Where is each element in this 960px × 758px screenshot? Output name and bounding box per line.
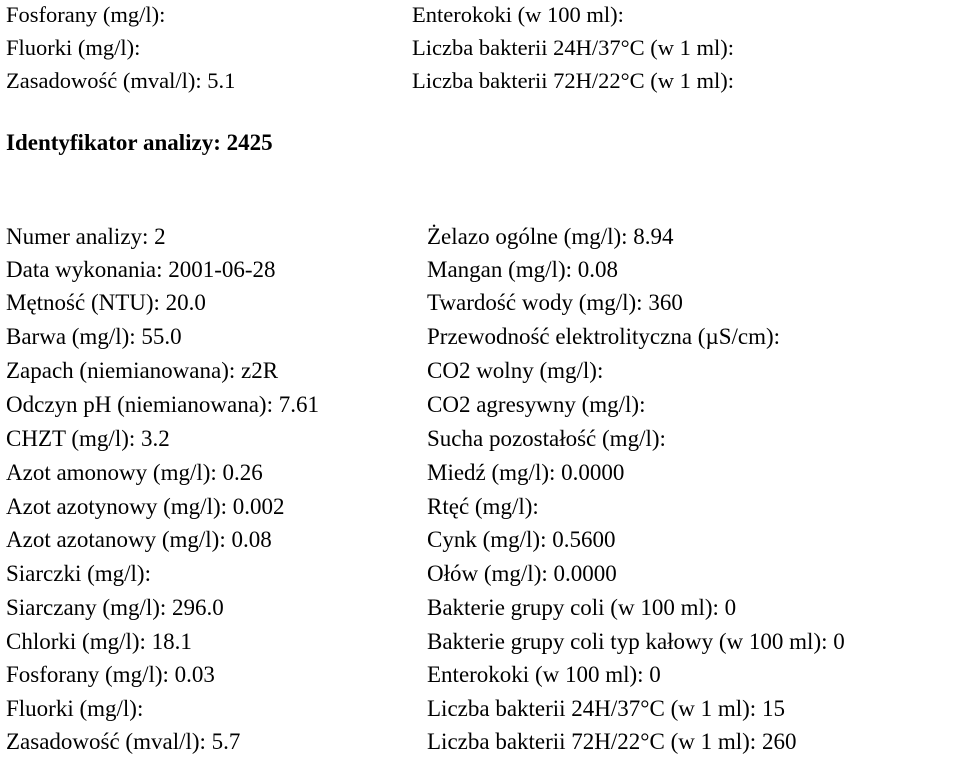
prev-left-row: Fluorki (mg/l): xyxy=(6,35,141,60)
field-left: CHZT (mg/l): 3.2 xyxy=(6,426,170,451)
field-left: Fluorki (mg/l): xyxy=(6,696,144,721)
field-right: Miedź (mg/l): 0.0000 xyxy=(427,460,625,485)
field-right: CO2 agresywny (mg/l): xyxy=(427,392,646,417)
field-left: Chlorki (mg/l): 18.1 xyxy=(6,629,192,654)
field-left: Siarczany (mg/l): 296.0 xyxy=(6,595,224,620)
field-left: Azot azotynowy (mg/l): 0.002 xyxy=(6,494,285,519)
field-right: Żelazo ogólne (mg/l): 8.94 xyxy=(427,224,674,249)
field-right: Bakterie grupy coli (w 100 ml): 0 xyxy=(427,595,737,620)
field-left: Azot amonowy (mg/l): 0.26 xyxy=(6,460,263,485)
prev-right-row: Enterokoki (w 100 ml): xyxy=(412,2,624,27)
field-right: Enterokoki (w 100 ml): 0 xyxy=(427,662,661,687)
field-right: Przewodność elektrolityczna (µS/cm): xyxy=(427,324,781,349)
record-heading: Identyfikator analizy: 2425 xyxy=(6,130,273,155)
field-left: Fosforany (mg/l): 0.03 xyxy=(6,662,215,687)
field-left: Mętność (NTU): 20.0 xyxy=(6,290,206,315)
field-left: Siarczki (mg/l): xyxy=(6,561,151,586)
prev-right-row: Liczba bakterii 72H/22°C (w 1 ml): xyxy=(412,68,735,93)
field-right: Ołów (mg/l): 0.0000 xyxy=(427,561,617,586)
prev-left-row: Zasadowość (mval/l): 5.1 xyxy=(6,68,236,93)
field-left: Azot azotanowy (mg/l): 0.08 xyxy=(6,527,272,552)
field-left: Numer analizy: 2 xyxy=(6,224,166,249)
field-left: Data wykonania: 2001-06-28 xyxy=(6,257,276,282)
prev-right-row: Liczba bakterii 24H/37°C (w 1 ml): xyxy=(412,35,735,60)
field-left: Barwa (mg/l): 55.0 xyxy=(6,324,182,349)
field-left: Zapach (niemianowana): z2R xyxy=(6,358,279,383)
field-left: Zasadowość (mval/l): 5.7 xyxy=(6,729,241,754)
prev-left-row: Fosforany (mg/l): xyxy=(6,2,166,27)
field-right: Liczba bakterii 72H/22°C (w 1 ml): 260 xyxy=(427,729,797,754)
field-right: Twardość wody (mg/l): 360 xyxy=(427,290,683,315)
field-right: Bakterie grupy coli typ kałowy (w 100 ml): 0 xyxy=(427,629,845,654)
field-right: Rtęć (mg/l): xyxy=(427,494,539,519)
field-right: Cynk (mg/l): 0.5600 xyxy=(427,527,616,552)
field-right: CO2 wolny (mg/l): xyxy=(427,358,604,383)
field-right: Liczba bakterii 24H/37°C (w 1 ml): 15 xyxy=(427,696,785,721)
field-left: Odczyn pH (niemianowana): 7.61 xyxy=(6,392,319,417)
field-right: Mangan (mg/l): 0.08 xyxy=(427,257,618,282)
field-right: Sucha pozostałość (mg/l): xyxy=(427,426,666,451)
